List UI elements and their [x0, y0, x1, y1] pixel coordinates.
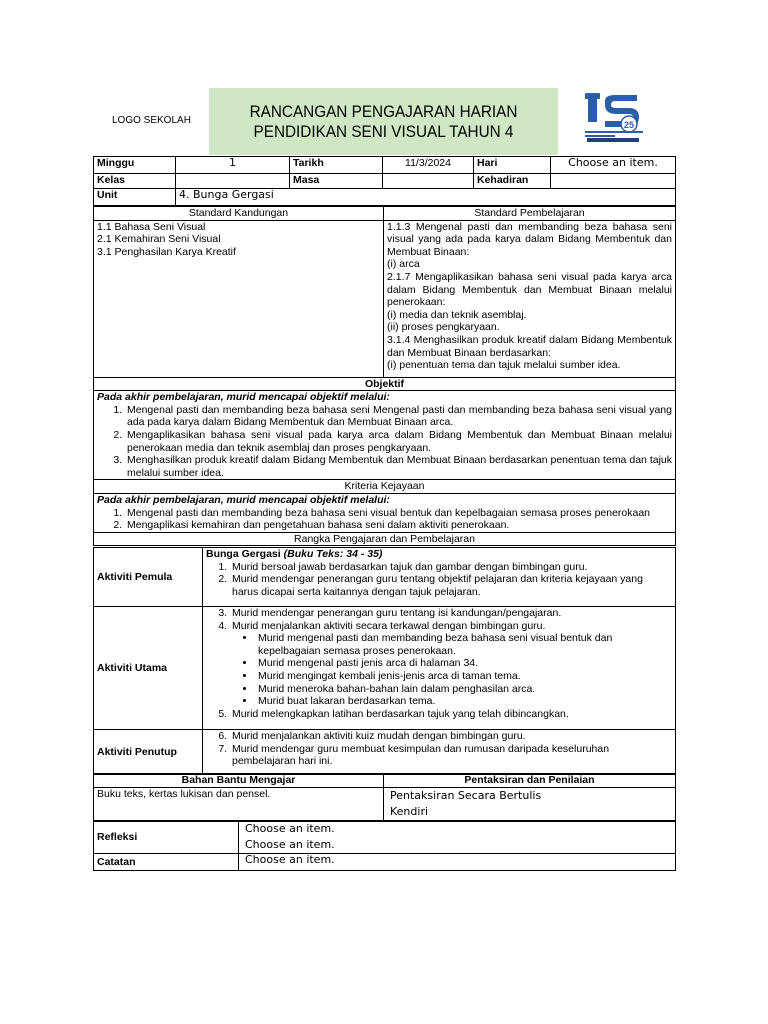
penutup-list	[206, 730, 672, 768]
objektif-item: 1. Mengenal pasti dan membanding beza bahasa seni Mengenal pasti dan membanding beza bahasa seni visual yang ada pada karya dalam Bidang Membentuk dan Membuat Binaan arca.	[125, 404, 672, 429]
sp-line: 2.1.7 Mengaplikasikan bahasa seni visual pada karya arca dalam Bidang Membentuk dan Membuat Binaan melalui penerokaan:	[387, 270, 672, 309]
utama-bullet-list	[232, 632, 672, 708]
masa-label: Masa	[290, 174, 383, 189]
pentaksiran-line: Pentaksiran Secara Bertulis	[390, 788, 542, 802]
kriteria-list	[97, 507, 672, 532]
utama-item-text: Murid menjalankan aktiviti secara terkawal dengan bimbingan guru.	[232, 619, 546, 632]
pemula-item: 2. Murid mendengar penerangan guru tentang objektif pelajaran dan kriteria kejayaan yang harus dicapai serta kaitannya dengan tajuk pelajaran.	[230, 573, 672, 598]
info-table	[93, 156, 676, 206]
objektif-list	[97, 404, 672, 480]
sp-line: (i) penentuan tema dan tajuk melalui sumber idea.	[387, 359, 621, 372]
title-line-1: RANCANGAN PENGAJARAN HARIAN	[249, 102, 518, 121]
utama-bullet: • Murid mengenal pasti dan membanding beza bahasa seni visual bentuk dan kepelbagaian semasa proses penerokaan.	[256, 632, 672, 657]
aktiviti-pemula-label: Aktiviti Pemula	[94, 548, 203, 607]
school-logo-placeholder: LOGO SEKOLAH	[112, 115, 191, 126]
unit-value[interactable]: 4. Bunga Gergasi	[176, 189, 676, 206]
minggu-label: Minggu	[94, 157, 176, 174]
activities-table	[93, 547, 676, 775]
sp-line: (i) media dan teknik asemblaj.	[387, 308, 527, 321]
utama-item	[230, 620, 672, 708]
utama-bullet: • Murid meneroka bahan-bahan lain dalam penghasilan arca.	[256, 683, 672, 696]
masa-value[interactable]	[383, 174, 474, 189]
bahan-table	[93, 773, 676, 822]
objektif-intro: Pada akhir pembelajaran, murid mencapai objektif melalui:	[97, 391, 390, 404]
tarikh-value[interactable]: 11/3/2024	[383, 157, 474, 174]
refleksi-table	[93, 820, 676, 871]
bahan-header: Bahan Bantu Mengajar	[94, 774, 384, 788]
bahan-value[interactable]: Buku teks, kertas lukisan dan pensel.	[94, 787, 384, 821]
kriteria-header: Kriteria Kejayaan	[94, 480, 676, 494]
pemula-list	[206, 561, 672, 599]
lesson-plan-table	[93, 206, 676, 546]
pemula-item: 1. Murid bersoal jawab berdasarkan tajuk dan gambar dengan bimbingan guru.	[230, 561, 672, 574]
pentaksiran-value[interactable]	[384, 787, 676, 821]
standard-kandungan-list	[94, 220, 384, 377]
sp-line: (ii) proses pengkaryaan.	[387, 321, 500, 334]
utama-item: 3. Murid mendengar penerangan guru tentang isi kandungan/pengajaran.	[230, 607, 672, 620]
refleksi-dropdown[interactable]: Choose an item.	[245, 822, 335, 835]
standard-pembelajaran-header: Standard Pembelajaran	[384, 207, 676, 221]
kriteria-intro: Pada akhir pembelajaran, murid mencapai objektif melalui:	[97, 493, 390, 506]
standard-pembelajaran-list	[384, 220, 676, 377]
title-banner	[209, 88, 558, 155]
objektif-item: 3. Menghasilkan produk kreatif dalam Bidang Membentuk dan Membuat Binaan berdasarkan penentuan tema dan tajuk melalui sumber idea.	[125, 454, 672, 479]
pentaksiran-line: Kendiri	[390, 804, 429, 818]
kriteria-content	[94, 493, 676, 532]
topic-title: Bunga Gergasi	[206, 548, 281, 560]
unit-label: Unit	[94, 189, 176, 206]
aktiviti-penutup-label: Aktiviti Penutup	[94, 730, 203, 775]
ts25-logo-icon	[585, 93, 643, 143]
utama-list	[206, 607, 672, 720]
kriteria-item: 1. Mengenal pasti dan membanding beza bahasa seni visual bentuk dan kepelbagaian semasa proses penerokaan	[125, 507, 672, 520]
refleksi-label: Refleksi	[94, 821, 239, 854]
kelas-label: Kelas	[94, 174, 176, 189]
tarikh-label: Tarikh	[290, 157, 383, 174]
hari-label: Hari	[474, 157, 551, 174]
penutup-item: 6. Murid menjalankan aktiviti kuiz mudah dengan bimbingan guru.	[230, 730, 672, 743]
aktiviti-penutup-content	[203, 730, 676, 775]
sp-line: (i) arca	[387, 258, 420, 271]
utama-bullet: • Murid buat lakaran berdasarkan tema.	[256, 695, 672, 708]
rangka-header: Rangka Pengajaran dan Pembelajaran	[94, 532, 676, 546]
catatan-dropdown[interactable]: Choose an item.	[239, 854, 676, 871]
kehadiran-value[interactable]	[551, 174, 676, 189]
aktiviti-utama-content	[203, 607, 676, 730]
utama-item: 5. Murid melengkapkan latihan berdasarkan tajuk yang telah dibincangkan.	[230, 708, 672, 721]
penutup-item: 7. Murid mendengar guru membuat kesimpulan dan rumusan daripada keseluruhan pembelajaran hari ini.	[230, 743, 672, 768]
sk-item: 1.1 Bahasa Seni Visual	[97, 220, 206, 233]
standard-kandungan-header: Standard Kandungan	[94, 207, 384, 221]
minggu-value[interactable]: 1	[176, 157, 290, 174]
refleksi-dropdown[interactable]: Choose an item.	[245, 838, 335, 851]
pentaksiran-header: Pentaksiran dan Penilaian	[384, 774, 676, 788]
sp-line: 3.1.4 Menghasilkan produk kreatif dalam Bidang Membentuk dan Membuat Binaan berdasarkan:	[387, 333, 672, 359]
kriteria-item: 2. Mengaplikasi kemahiran dan pengetahuan bahasa seni dalam aktiviti penerokaan.	[125, 519, 672, 532]
kelas-value[interactable]	[176, 174, 290, 189]
topic-ref: (Buku Teks: 34 - 35)	[283, 548, 383, 560]
hari-dropdown[interactable]: Choose an item.	[551, 157, 676, 174]
utama-bullet: • Murid mengenal pasti jenis arca di halaman 34.	[256, 657, 672, 670]
aktiviti-utama-label: Aktiviti Utama	[94, 607, 203, 730]
utama-bullet: • Murid mengingat kembali jenis-jenis arca di taman tema.	[256, 670, 672, 683]
objektif-header: Objektif	[94, 377, 676, 391]
catatan-label: Catatan	[94, 854, 239, 871]
sp-line: 1.1.3 Mengenal pasti dan membanding beza bahasa seni visual yang ada pada karya dalam Bidang Membentuk dan Membuat Binaan:	[387, 220, 672, 258]
sk-item: 3.1 Penghasilan Karya Kreatif	[97, 245, 236, 258]
aktiviti-pemula-content	[203, 548, 676, 607]
objektif-content	[94, 391, 676, 480]
kehadiran-label: Kehadiran	[474, 174, 551, 189]
refleksi-dropdowns	[239, 821, 676, 854]
sk-item: 2.1 Kemahiran Seni Visual	[97, 233, 221, 246]
title-line-2: PENDIDIKAN SENI VISUAL TAHUN 4	[253, 122, 514, 141]
badge-number: 25	[623, 120, 635, 130]
objektif-item: 2. Mengaplikasikan bahasa seni visual pada karya arca dalam Bidang Membentuk dan Membuat Binaan melalui penerokaan media dan teknik asemblaj dan proses pengkaryaan.	[125, 429, 672, 454]
